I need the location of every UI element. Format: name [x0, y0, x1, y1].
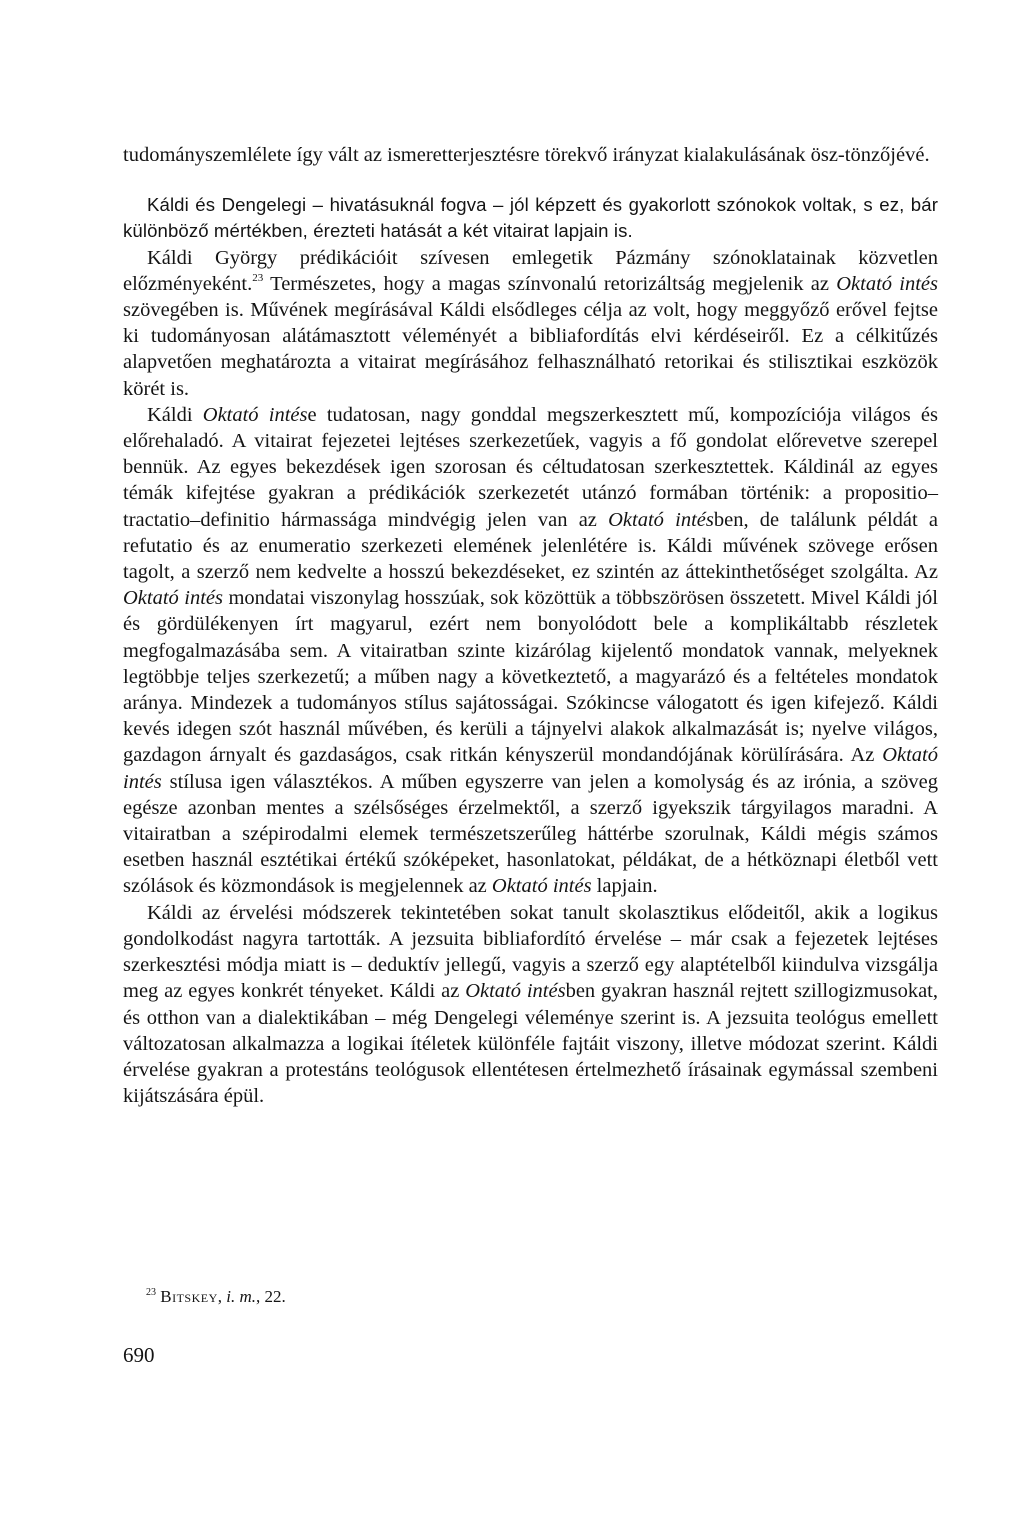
paragraph-4-text: lapjain.: [591, 875, 658, 898]
paragraph-3-text-b: Természetes, hogy a magas színvonalú retorizáltság megjelenik az: [263, 272, 837, 295]
paragraph-5: [123, 900, 938, 1110]
paragraph-5-text: ben gyakran használ rejtett szillogizmusokat, és otthon van a dialektikában – még Dengelegi véleménye szerint is. A jezsuita teológus emellett változatosan alkalmazza a logikai ítéletek különféle fajtáit viszony, illetve módozat szerint. Káldi érvelése gyakran a protestáns teológusok ellentétesen értelmezhető írásainak egymással szembeni kijátszására épül.: [123, 980, 939, 1108]
footnote-author: Bitskey: [160, 1287, 218, 1306]
paragraph-4-text: mondatai viszonylag hosszúak, sok közöttük a többszörösen összetett. Mivel Káldi jól és gördülékenyen írt magyarul, ezért nem bonyolódott bele a komplikáltabb részletek megfogalmazásába sem. A vitairatban szinte kizárólag kijelentő mondatok vannak, melyeknek legtöbbje teljes szerkezetű; a műben nagy a következtető, a magyarázó és a feltételes mondatok aránya. Mindezek a tudományos stílus sajátosságai. Szókincse válogatott és igen kifejező. Káldi kevés idegen szót használ művében, és kerüli a tájnyelvi alakok alkalmazását is; nyelve világos, gazdagon árnyalt és gazdaságos, csak ritkán kényszerül mondandójának körülírására. Az: [123, 587, 938, 767]
footnote-ibid: i. m.: [226, 1287, 257, 1306]
paragraph-5-text: Káldi az érvelési módszerek tekintetében sokat tanult skolasztikus elődeitől, akik a logikus gondolkodást nagyra tartották. A jezsuita bibliafordító érvelése – már csak a fejezetek lejtéses szerkesztési módja miatt is – deduktív jellegű, vagyis a szerző egy alaptételből kiindulva vizsgálja meg az egyes konkrét tényeket. Káldi az: [123, 901, 938, 1003]
paragraph-3-text-c: szövegében is. Művének megírásával Káldi elsődleges célja az volt, hogy meggyőző erővel fejtse ki tudományosan alátámasztott véleményét a bibliafordítás elvi kérdéseiről. Ez a célkitűzés alapvetően meghatározta a vitairat megírásához felhasználható retorikai és stilisztikai eszközök körét is.: [123, 299, 938, 400]
footnote-reference: 23: [252, 271, 264, 284]
work-title: Oktató intés: [123, 587, 223, 610]
work-title: Oktató intés: [123, 744, 938, 793]
work-title: Oktató intés: [608, 508, 714, 531]
work-title: Oktató intés: [491, 875, 592, 898]
work-title: Oktató intés: [836, 272, 938, 295]
paragraph-3-text-a: Káldi György prédikációit szívesen emlegetik Pázmány szónoklatainak közvetlen előzményeként.: [123, 246, 938, 295]
paragraph-4-text: stílusa igen választékos. A műben egyszerre van jelen a komolyság és az irónia, a szöveg egésze azonban mentes a szélsőséges érzelmektől, a szerző igyekszik tárgyilagos maradni. A vitairatban a szépirodalmi elemek természetszerűleg háttérbe szorulnak, Káldi mégis számos esetben használ esztétikai értékű szóképeket, hasonlatokat, példákat, de a hétköznapi életből vett szólások és közmondások is megjelennek az: [123, 770, 938, 898]
footnote-page: , 22.: [256, 1287, 286, 1306]
paragraph-1-text: tudományszemlélete így vált az ismeretterjesztésre törekvő irányzat kialakulásának ösz-tönzőjévé.: [123, 144, 930, 166]
page-number: 690: [123, 1343, 155, 1367]
paragraph-4: [123, 402, 938, 900]
paragraph-2: [123, 192, 938, 244]
paragraph-4-text: Káldi: [147, 403, 203, 426]
footnote-separator: ,: [217, 1287, 227, 1306]
page-body: [123, 142, 938, 1109]
work-title: Oktató intés: [465, 980, 566, 1003]
paragraph-1: [123, 142, 938, 168]
paragraph-3: [123, 245, 938, 402]
work-title: Oktató intés: [202, 403, 308, 426]
paragraph-4-text: e tudatosan, nagy gonddal megszerkesztett mű, kompozíciója világos és előrehaladó. A vitairat fejezetei lejtéses szerkezetűek, vagyis a fő gondolat előrevetve szerepel bennük. Az egyes bekezdések igen szorosan és céltudatosan szerkesztettek. Káldinál az egyes témák kifejtése gyakran a prédikációk szerkezetét utánzó formában történik: a propositio–tractatio–definitio hármassága mindvégig jelen van az: [123, 403, 938, 531]
paragraph-4-text: ben, de találunk példát a refutatio és az enumeratio szerkezeti elemének jelenlétére is. Káldi művének szövege erősen tagolt, a szerző nem kedvelte a hosszú bekezdéseket, ez szintén az áttekinthetőséget szolgálta. Az: [123, 508, 939, 584]
footnote-marker: 23: [146, 1287, 156, 1298]
footnote: [146, 1287, 286, 1307]
paragraph-2-text: Káldi és Dengelegi – hivatásuknál fogva – jól képzett és gyakorlott szónokok voltak, s ez, bár különböző mértékben, érezteti hatását a két vitairat lapjain is.: [123, 194, 938, 242]
